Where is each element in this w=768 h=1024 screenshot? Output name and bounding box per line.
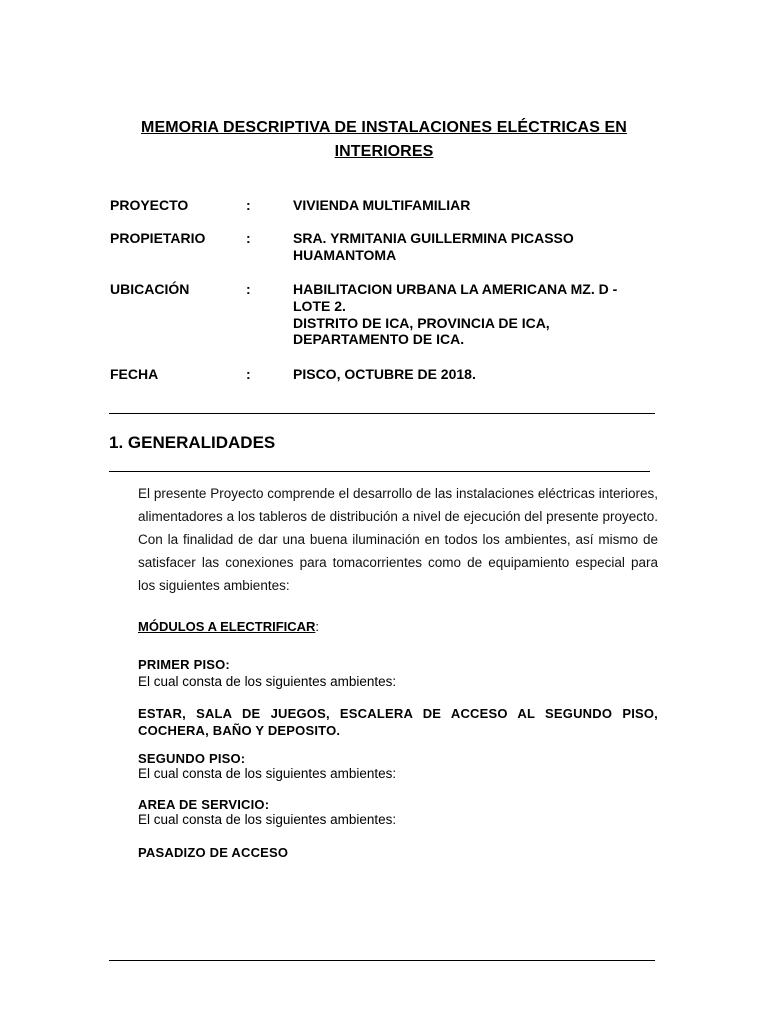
fecha-label: FECHA xyxy=(110,366,159,382)
area-servicio-heading: AREA DE SERVICIO: xyxy=(138,797,270,812)
section-heading: 1. GENERALIDADES xyxy=(109,433,276,452)
ubicacion-value-line-1: HABILITACION URBANA LA AMERICANA MZ. D - xyxy=(293,281,618,297)
fecha-value: PISCO, OCTUBRE DE 2018. xyxy=(293,366,476,382)
proyecto-value: VIVIENDA MULTIFAMILIAR xyxy=(293,197,471,213)
ubicacion-colon: : xyxy=(246,281,251,297)
area-servicio-text: El cual consta de los siguientes ambientes: xyxy=(138,812,397,827)
footer-line xyxy=(109,960,655,961)
propietario-value-line-1: SRA. YRMITANIA GUILLERMINA PICASSO xyxy=(293,230,574,246)
segundo-piso-heading: SEGUNDO PISO: xyxy=(138,751,246,766)
divider-line xyxy=(109,413,655,414)
primer-piso-ambientes: ESTAR, SALA DE JUEGOS, ESCALERA DE ACCESO AL SEGUNDO PISO, COCHERA, BAÑO Y DEPOSITO. xyxy=(138,706,658,738)
ubicacion-label: UBICACIÓN xyxy=(110,281,190,297)
propietario-colon: : xyxy=(246,230,251,246)
modulos-label: MÓDULOS A ELECTRIFICAR xyxy=(138,619,316,634)
primer-piso-heading: PRIMER PISO: xyxy=(138,657,230,672)
fecha-colon: : xyxy=(246,366,251,382)
document-title-line-2: INTERIORES xyxy=(334,143,434,160)
proyecto-label: PROYECTO xyxy=(110,197,189,213)
ubicacion-value-line-4: DEPARTAMENTO DE ICA. xyxy=(293,331,465,347)
intro-paragraph: El presente Proyecto comprende el desarrollo de las instalaciones eléctricas interiores, alimentadores a los tableros de distribución a nivel de ejecución del presente proyecto. Con la finalidad de dar una buena iluminación en todos los ambientes, así mismo de satisfacer las conexiones para tomacorrientes como de equipamiento especial para los siguientes ambientes: xyxy=(138,486,658,593)
area-servicio-ambientes: PASADIZO DE ACCESO xyxy=(138,845,289,860)
ubicacion-value-line-2: LOTE 2. xyxy=(293,298,346,314)
divider-line xyxy=(109,471,650,472)
modulos-colon: : xyxy=(315,619,320,634)
propietario-label: PROPIETARIO xyxy=(110,230,206,246)
modulos-heading xyxy=(138,619,319,634)
propietario-value-line-2: HUAMANTOMA xyxy=(293,247,397,263)
segundo-piso-text: El cual consta de los siguientes ambientes: xyxy=(138,766,397,781)
document-title-line-1: MEMORIA DESCRIPTIVA DE INSTALACIONES ELÉCTRICAS EN xyxy=(141,119,627,136)
ubicacion-value-line-3: DISTRITO DE ICA, PROVINCIA DE ICA, xyxy=(293,315,550,331)
proyecto-colon: : xyxy=(246,197,251,213)
primer-piso-text: El cual consta de los siguientes ambientes: xyxy=(138,674,397,689)
